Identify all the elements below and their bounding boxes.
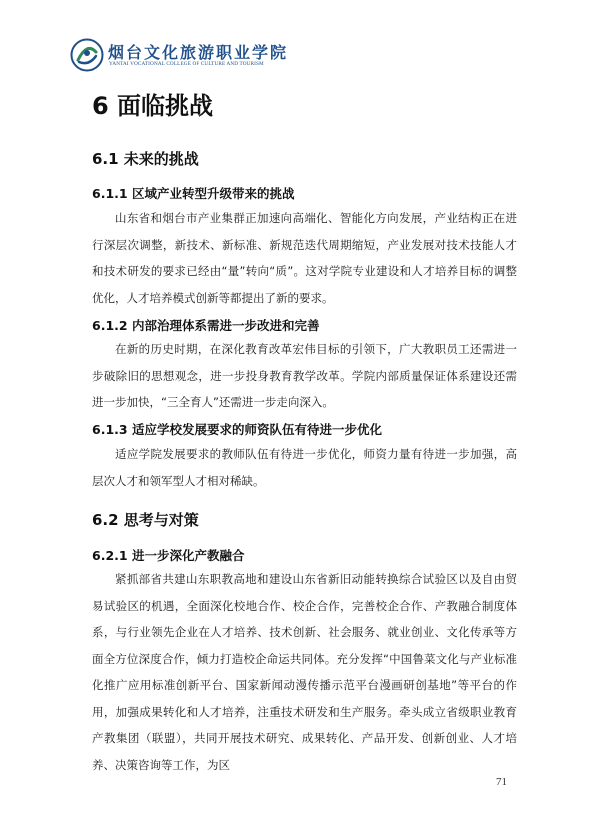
- section-6-1-title: 6.1 未来的挑战: [92, 150, 199, 168]
- section-6-1-3-body: 适应学院发展要求的教师队伍有待进一步优化，师资力量有待进一步加强，高层次人才和领军型人才相对稀缺。: [92, 447, 517, 488]
- section-6-1-3-title: 6.1.3 适应学校发展要求的师资队伍有待进一步优化: [92, 422, 382, 437]
- section-6-2-1-body: 紧抓部省共建山东职教高地和建设山东省新旧动能转换综合试验区以及自由贸易试验区的机遇，全面深化校地合作、校企合作，完善校企合作、产教融合制度体系，与行业领先企业在人才培养、技术创新、社会服务、就业创业、文化传承等方面全方位深度合作，倾力打造校企命运共同体。充分发挥“中国鲁菜文化与产业标准化推广应用标准创新平台、国家新闻动漫传播示范平台漫画研创基地”等平台的作用，加强成果转化和人才培养，注重技术研发和生产服务。牵头成立省级职业教育产教集团（联盟），共同开展技术研究、成果转化、产品开发、创新创业、人才培养、决策咨询等工作，为区: [92, 572, 517, 772]
- page-number: 71: [496, 776, 507, 788]
- chapter-title: 6 面临挑战: [92, 92, 214, 120]
- section-6-1-2-title: 6.1.2 内部治理体系需进一步改进和完善: [92, 318, 320, 333]
- college-name-en: YANTAI VOCATIONAL COLLEGE OF CULTURE AND TOURISM: [109, 61, 264, 67]
- section-6-2-title: 6.2 思考与对策: [92, 511, 199, 529]
- college-emblem-icon: [70, 38, 104, 72]
- section-6-2-1-title: 6.2.1 进一步深化产教融合: [92, 548, 245, 563]
- section-6-1-1-body: 山东省和烟台市产业集群正加速向高端化、智能化方向发展，产业结构正在进行深层次调整，新技术、新标准、新规范迭代周期缩短，产业发展对技术技能人才和技术研发的要求已经由“量”转向“质”。这对学院专业建设和人才培养目标的调整优化，人才培养模式创新等都提出了新的要求。: [92, 211, 517, 305]
- college-name-cn: 烟台文化旅游职业学院: [108, 43, 289, 62]
- section-6-1-1-title: 6.1.1 区域产业转型升级带来的挑战: [92, 186, 295, 201]
- section-6-1-2-body: 在新的历史时期，在深化教育改革宏伟目标的引领下，广大教职员工还需进一步破除旧的思想观念，进一步投身教育教学改革。学院内部质量保证体系建设还需进一步加快，“三全育人”还需进一步走向深入。: [92, 342, 517, 409]
- college-header: [70, 38, 289, 74]
